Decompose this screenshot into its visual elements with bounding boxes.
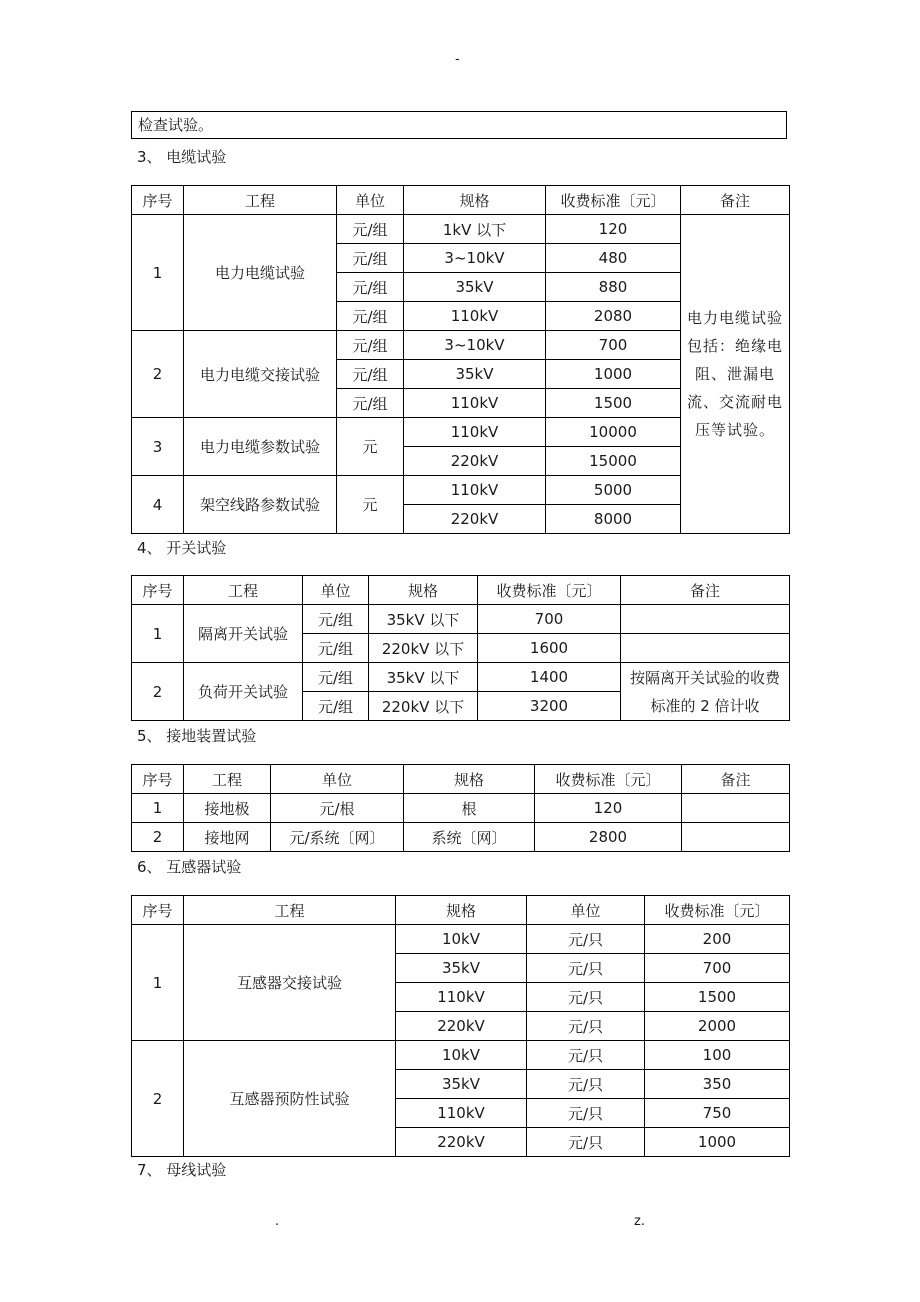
col-header-item: 工程 bbox=[184, 896, 396, 925]
spec-cell: 系统〔网〕 bbox=[404, 823, 535, 852]
col-header-spec: 规格 bbox=[404, 186, 546, 215]
unit-cell: 元/只 bbox=[527, 1128, 645, 1157]
continuation-text-box: 检查试验。 bbox=[131, 111, 787, 139]
unit-cell: 元/只 bbox=[527, 1099, 645, 1128]
unit-cell: 元/组 bbox=[337, 360, 404, 389]
fee-cell: 100 bbox=[645, 1041, 790, 1070]
fee-cell: 200 bbox=[645, 925, 790, 954]
unit-cell: 元/只 bbox=[527, 925, 645, 954]
unit-cell: 元 bbox=[337, 418, 404, 476]
unit-cell: 元/组 bbox=[303, 692, 369, 721]
fee-cell: 2800 bbox=[535, 823, 682, 852]
section-heading-cable: 3、 电缆试验 bbox=[137, 148, 227, 166]
fee-cell: 350 bbox=[645, 1070, 790, 1099]
col-header-no: 序号 bbox=[132, 765, 184, 794]
table-row bbox=[132, 215, 790, 244]
item-name: 电力电缆参数试验 bbox=[184, 418, 337, 476]
unit-cell: 元/只 bbox=[527, 1070, 645, 1099]
fee-cell: 880 bbox=[546, 273, 681, 302]
col-header-no: 序号 bbox=[132, 576, 184, 605]
col-header-unit: 单位 bbox=[527, 896, 645, 925]
fee-cell: 120 bbox=[535, 794, 682, 823]
row-number: 1 bbox=[132, 605, 184, 663]
item-name: 电力电缆交接试验 bbox=[184, 331, 337, 418]
row-number: 2 bbox=[132, 1041, 184, 1157]
spec-cell: 110kV bbox=[404, 389, 546, 418]
row-number: 4 bbox=[132, 476, 184, 534]
spec-cell: 220kV 以下 bbox=[369, 692, 478, 721]
table-header-row bbox=[132, 186, 790, 215]
col-header-note: 备注 bbox=[681, 186, 790, 215]
spec-cell: 110kV bbox=[404, 302, 546, 331]
unit-cell: 元/组 bbox=[337, 215, 404, 244]
col-header-fee: 收费标准〔元〕 bbox=[645, 896, 790, 925]
note-cell bbox=[682, 823, 790, 852]
col-header-no: 序号 bbox=[132, 896, 184, 925]
row-number: 2 bbox=[132, 663, 184, 721]
footer-left-mark: . bbox=[275, 1214, 280, 1229]
row-number: 2 bbox=[132, 331, 184, 418]
table-row bbox=[132, 823, 790, 852]
spec-cell: 35kV bbox=[404, 273, 546, 302]
unit-cell: 元/组 bbox=[337, 331, 404, 360]
section-heading-switch: 4、 开关试验 bbox=[137, 539, 227, 557]
item-name: 负荷开关试验 bbox=[184, 663, 303, 721]
fee-cell: 8000 bbox=[546, 505, 681, 534]
spec-cell: 220kV bbox=[404, 505, 546, 534]
fee-cell: 1500 bbox=[546, 389, 681, 418]
col-header-item: 工程 bbox=[184, 576, 303, 605]
spec-cell: 1kV 以下 bbox=[404, 215, 546, 244]
unit-cell: 元/组 bbox=[303, 605, 369, 634]
spec-cell: 110kV bbox=[404, 418, 546, 447]
section-heading-grounding: 5、 接地装置试验 bbox=[137, 727, 257, 745]
spec-cell: 35kV bbox=[396, 1070, 527, 1099]
footer-right-mark: z. bbox=[634, 1214, 645, 1229]
switch-test-table bbox=[131, 575, 790, 721]
fee-cell: 1000 bbox=[645, 1128, 790, 1157]
item-name: 互感器预防性试验 bbox=[184, 1041, 396, 1157]
fee-cell: 1500 bbox=[645, 983, 790, 1012]
col-header-unit: 单位 bbox=[303, 576, 369, 605]
spec-cell: 35kV 以下 bbox=[369, 605, 478, 634]
table-header-row bbox=[132, 896, 790, 925]
unit-cell: 元/组 bbox=[337, 244, 404, 273]
spec-cell: 3~10kV bbox=[404, 244, 546, 273]
unit-cell: 元/只 bbox=[527, 983, 645, 1012]
item-name: 隔离开关试验 bbox=[184, 605, 303, 663]
note-cell: 电力电缆试验包括：绝缘电阻、泄漏电流、交流耐电压等试验。 bbox=[681, 215, 790, 534]
spec-cell: 110kV bbox=[404, 476, 546, 505]
cable-test-table bbox=[131, 185, 790, 534]
unit-cell: 元/只 bbox=[527, 1041, 645, 1070]
spec-cell: 220kV bbox=[404, 447, 546, 476]
col-header-no: 序号 bbox=[132, 186, 184, 215]
table-row bbox=[132, 1041, 790, 1070]
item-name: 电力电缆试验 bbox=[184, 215, 337, 331]
table-header-row bbox=[132, 576, 790, 605]
transformer-test-table bbox=[131, 895, 790, 1157]
col-header-unit: 单位 bbox=[337, 186, 404, 215]
unit-cell: 元/组 bbox=[337, 302, 404, 331]
spec-cell: 220kV bbox=[396, 1128, 527, 1157]
col-header-fee: 收费标准〔元〕 bbox=[546, 186, 681, 215]
unit-cell: 元/只 bbox=[527, 1012, 645, 1041]
item-name: 接地极 bbox=[184, 794, 271, 823]
section-heading-transformer: 6、 互感器试验 bbox=[137, 858, 242, 876]
fee-cell: 15000 bbox=[546, 447, 681, 476]
spec-cell: 110kV bbox=[396, 983, 527, 1012]
fee-cell: 2080 bbox=[546, 302, 681, 331]
col-header-note: 备注 bbox=[682, 765, 790, 794]
fee-cell: 700 bbox=[478, 605, 621, 634]
grounding-test-table bbox=[131, 764, 790, 852]
fee-cell: 1000 bbox=[546, 360, 681, 389]
fee-cell: 2000 bbox=[645, 1012, 790, 1041]
unit-cell: 元/组 bbox=[303, 663, 369, 692]
header-mark: - bbox=[455, 52, 460, 67]
col-header-unit: 单位 bbox=[271, 765, 404, 794]
row-number: 3 bbox=[132, 418, 184, 476]
section-heading-busbar: 7、 母线试验 bbox=[137, 1161, 227, 1179]
spec-cell: 110kV bbox=[396, 1099, 527, 1128]
item-name: 接地网 bbox=[184, 823, 271, 852]
spec-cell: 根 bbox=[404, 794, 535, 823]
fee-cell: 1400 bbox=[478, 663, 621, 692]
table-row bbox=[132, 663, 790, 692]
spec-cell: 10kV bbox=[396, 925, 527, 954]
unit-cell: 元/只 bbox=[527, 954, 645, 983]
fee-cell: 10000 bbox=[546, 418, 681, 447]
table-row bbox=[132, 605, 790, 634]
col-header-note: 备注 bbox=[621, 576, 790, 605]
fee-cell: 700 bbox=[645, 954, 790, 983]
spec-cell: 10kV bbox=[396, 1041, 527, 1070]
unit-cell: 元/组 bbox=[337, 389, 404, 418]
fee-cell: 3200 bbox=[478, 692, 621, 721]
col-header-fee: 收费标准〔元〕 bbox=[478, 576, 621, 605]
col-header-spec: 规格 bbox=[404, 765, 535, 794]
col-header-spec: 规格 bbox=[369, 576, 478, 605]
spec-cell: 35kV 以下 bbox=[369, 663, 478, 692]
unit-cell: 元/组 bbox=[337, 273, 404, 302]
note-cell bbox=[682, 794, 790, 823]
row-number: 1 bbox=[132, 794, 184, 823]
unit-cell: 元/系统〔网〕 bbox=[271, 823, 404, 852]
fee-cell: 750 bbox=[645, 1099, 790, 1128]
spec-cell: 35kV bbox=[404, 360, 546, 389]
spec-cell: 220kV bbox=[396, 1012, 527, 1041]
row-number: 1 bbox=[132, 925, 184, 1041]
row-number: 2 bbox=[132, 823, 184, 852]
spec-cell: 3~10kV bbox=[404, 331, 546, 360]
note-cell: 按隔离开关试验的收费标准的 2 倍计收 bbox=[621, 663, 790, 721]
col-header-item: 工程 bbox=[184, 186, 337, 215]
col-header-item: 工程 bbox=[184, 765, 271, 794]
note-cell bbox=[621, 634, 790, 663]
fee-cell: 120 bbox=[546, 215, 681, 244]
table-row bbox=[132, 925, 790, 954]
unit-cell: 元/组 bbox=[303, 634, 369, 663]
fee-cell: 700 bbox=[546, 331, 681, 360]
fee-cell: 1600 bbox=[478, 634, 621, 663]
fee-cell: 5000 bbox=[546, 476, 681, 505]
spec-cell: 220kV 以下 bbox=[369, 634, 478, 663]
spec-cell: 35kV bbox=[396, 954, 527, 983]
unit-cell: 元/根 bbox=[271, 794, 404, 823]
note-cell bbox=[621, 605, 790, 634]
table-header-row bbox=[132, 765, 790, 794]
col-header-fee: 收费标准〔元〕 bbox=[535, 765, 682, 794]
item-name: 架空线路参数试验 bbox=[184, 476, 337, 534]
table-row bbox=[132, 794, 790, 823]
col-header-spec: 规格 bbox=[396, 896, 527, 925]
row-number: 1 bbox=[132, 215, 184, 331]
unit-cell: 元 bbox=[337, 476, 404, 534]
fee-cell: 480 bbox=[546, 244, 681, 273]
item-name: 互感器交接试验 bbox=[184, 925, 396, 1041]
